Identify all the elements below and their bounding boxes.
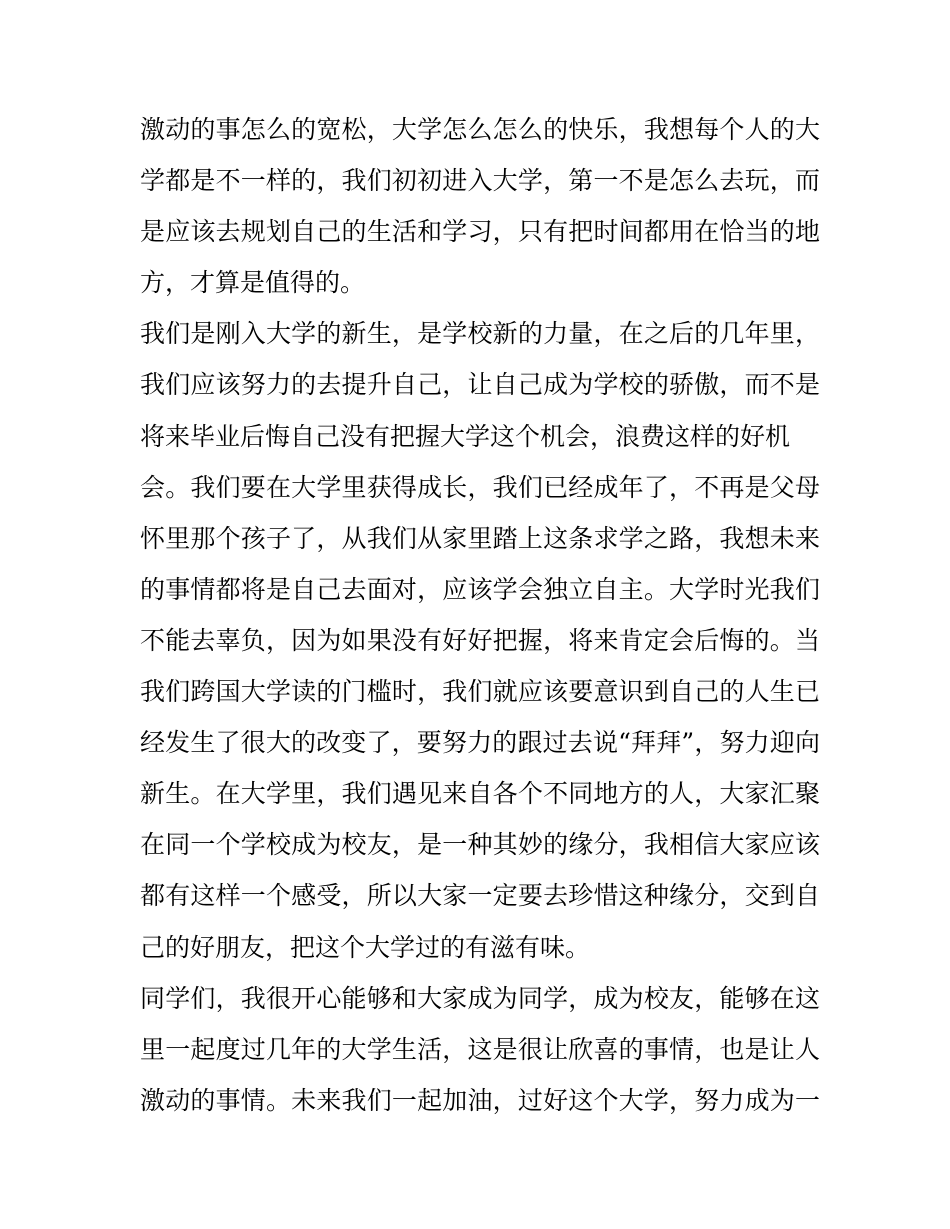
text-line: 里一起度过几年的大学生活，这是很让欣喜的事情，也是让人	[140, 1034, 820, 1064]
text-line: 怀里那个孩子了，从我们从家里踏上这条求学之路，我想未来	[140, 523, 820, 553]
text-line: 激动的事情。未来我们一起加油，过好这个大学，努力成为一	[140, 1085, 820, 1115]
text-line: 都有这样一个感受，所以大家一定要去珍惜这种缘分，交到自	[140, 881, 820, 911]
text-line: 新生。在大学里，我们遇见来自各个不同地方的人，大家汇聚	[140, 779, 820, 809]
text-line: 在同一个学校成为校友，是一种其妙的缘分，我相信大家应该	[140, 830, 820, 860]
text-line: 己的好朋友，把这个大学过的有滋有味。	[140, 932, 591, 962]
text-line: 经发生了很大的改变了，要努力的跟过去说“拜拜”，努力迎向	[140, 728, 820, 758]
text-line: 将来毕业后悔自己没有把握大学这个机会，浪费这样的好机	[140, 421, 791, 451]
text-line: 的事情都将是自己去面对，应该学会独立自主。大学时光我们	[140, 574, 820, 604]
text-line: 我们应该努力的去提升自己，让自己成为学校的骄傲，而不是	[140, 370, 820, 400]
text-line: 不能去辜负，因为如果没有好好把握，将来肯定会后悔的。当	[140, 625, 820, 655]
text-line: 会。我们要在大学里获得成长，我们已经成年了，不再是父母	[140, 472, 820, 502]
text-line: 激动的事怎么的宽松，大学怎么怎么的快乐，我想每个人的大	[140, 115, 820, 144]
text-line: 学都是不一样的，我们初初进入大学，第一不是怎么去玩，而	[140, 166, 820, 196]
text-line: 我们跨国大学读的门槛时，我们就应该要意识到自己的人生已	[140, 677, 820, 707]
body-text	[140, 104, 820, 1126]
text-line: 同学们，我很开心能够和大家成为同学，成为校友，能够在这	[140, 983, 820, 1013]
text-line: 是应该去规划自己的生活和学习，只有把时间都用在恰当的地	[140, 217, 820, 247]
text-line: 我们是刚入大学的新生，是学校新的力量，在之后的几年里，	[140, 319, 820, 349]
text-line: 方，才算是值得的。	[140, 268, 366, 298]
